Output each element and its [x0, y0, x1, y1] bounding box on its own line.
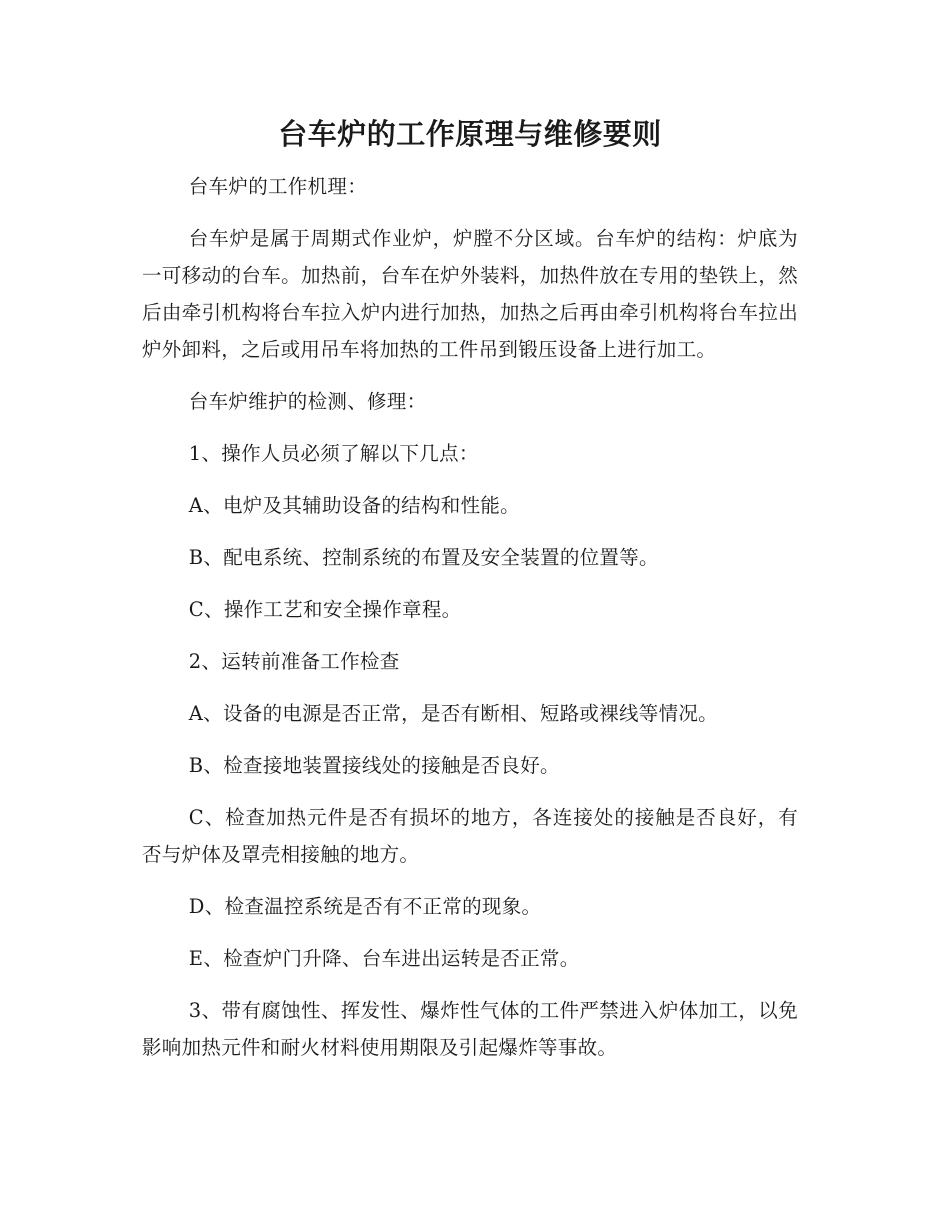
paragraph-item-2c: C、检查加热元件是否有损坏的地方，各连接处的接触是否良好，有否与炉体及罩壳相接触的地方。 — [142, 806, 798, 866]
paragraph-item-2e: E、检查炉门升降、台车进出运转是否正常。 — [188, 947, 580, 970]
paragraph-item-2a: A、设备的电源是否正常，是否有断相、短路或裸线等情况。 — [188, 702, 718, 725]
paragraph-mechanism-heading: 台车炉的工作机理： — [188, 175, 367, 198]
paragraph-item-1c: C、操作工艺和安全操作章程。 — [188, 598, 462, 621]
paragraph-item-1b: B、配电系统、控制系统的布置及安全装置的位置等。 — [188, 546, 659, 569]
paragraph-item-1a: A、电炉及其辅助设备的结构和性能。 — [188, 494, 520, 517]
paragraph-item-1: 1、操作人员必须了解以下几点： — [188, 442, 479, 465]
paragraph-maintenance-heading: 台车炉维护的检测、修理： — [188, 390, 427, 413]
paragraph-mechanism-body: 台车炉是属于周期式作业炉，炉膛不分区域。台车炉的结构：炉底为一可移动的台车。加热前，台车在炉外装料，加热件放在专用的垫铁上，然后由牵引机构将台车拉入炉内进行加热，加热之后再由牵引机构将台车拉出炉外卸料，之后或用吊车将加热的工件吊到锻压设备上进行加工。 — [142, 227, 798, 361]
document-page — [142, 112, 798, 1066]
paragraph-item-2: 2、运转前准备工作检查 — [188, 650, 400, 673]
paragraph-item-2b: B、检查接地装置接线处的接触是否良好。 — [188, 754, 560, 777]
document-title: 台车炉的工作原理与维修要则 — [278, 117, 662, 151]
paragraph-item-3: 3、带有腐蚀性、挥发性、爆炸性气体的工件严禁进入炉体加工，以免影响加热元件和耐火材料使用期限及引起爆炸等事故。 — [142, 999, 798, 1059]
paragraph-item-2d: D、检查温控系统是否有不正常的现象。 — [188, 895, 542, 918]
